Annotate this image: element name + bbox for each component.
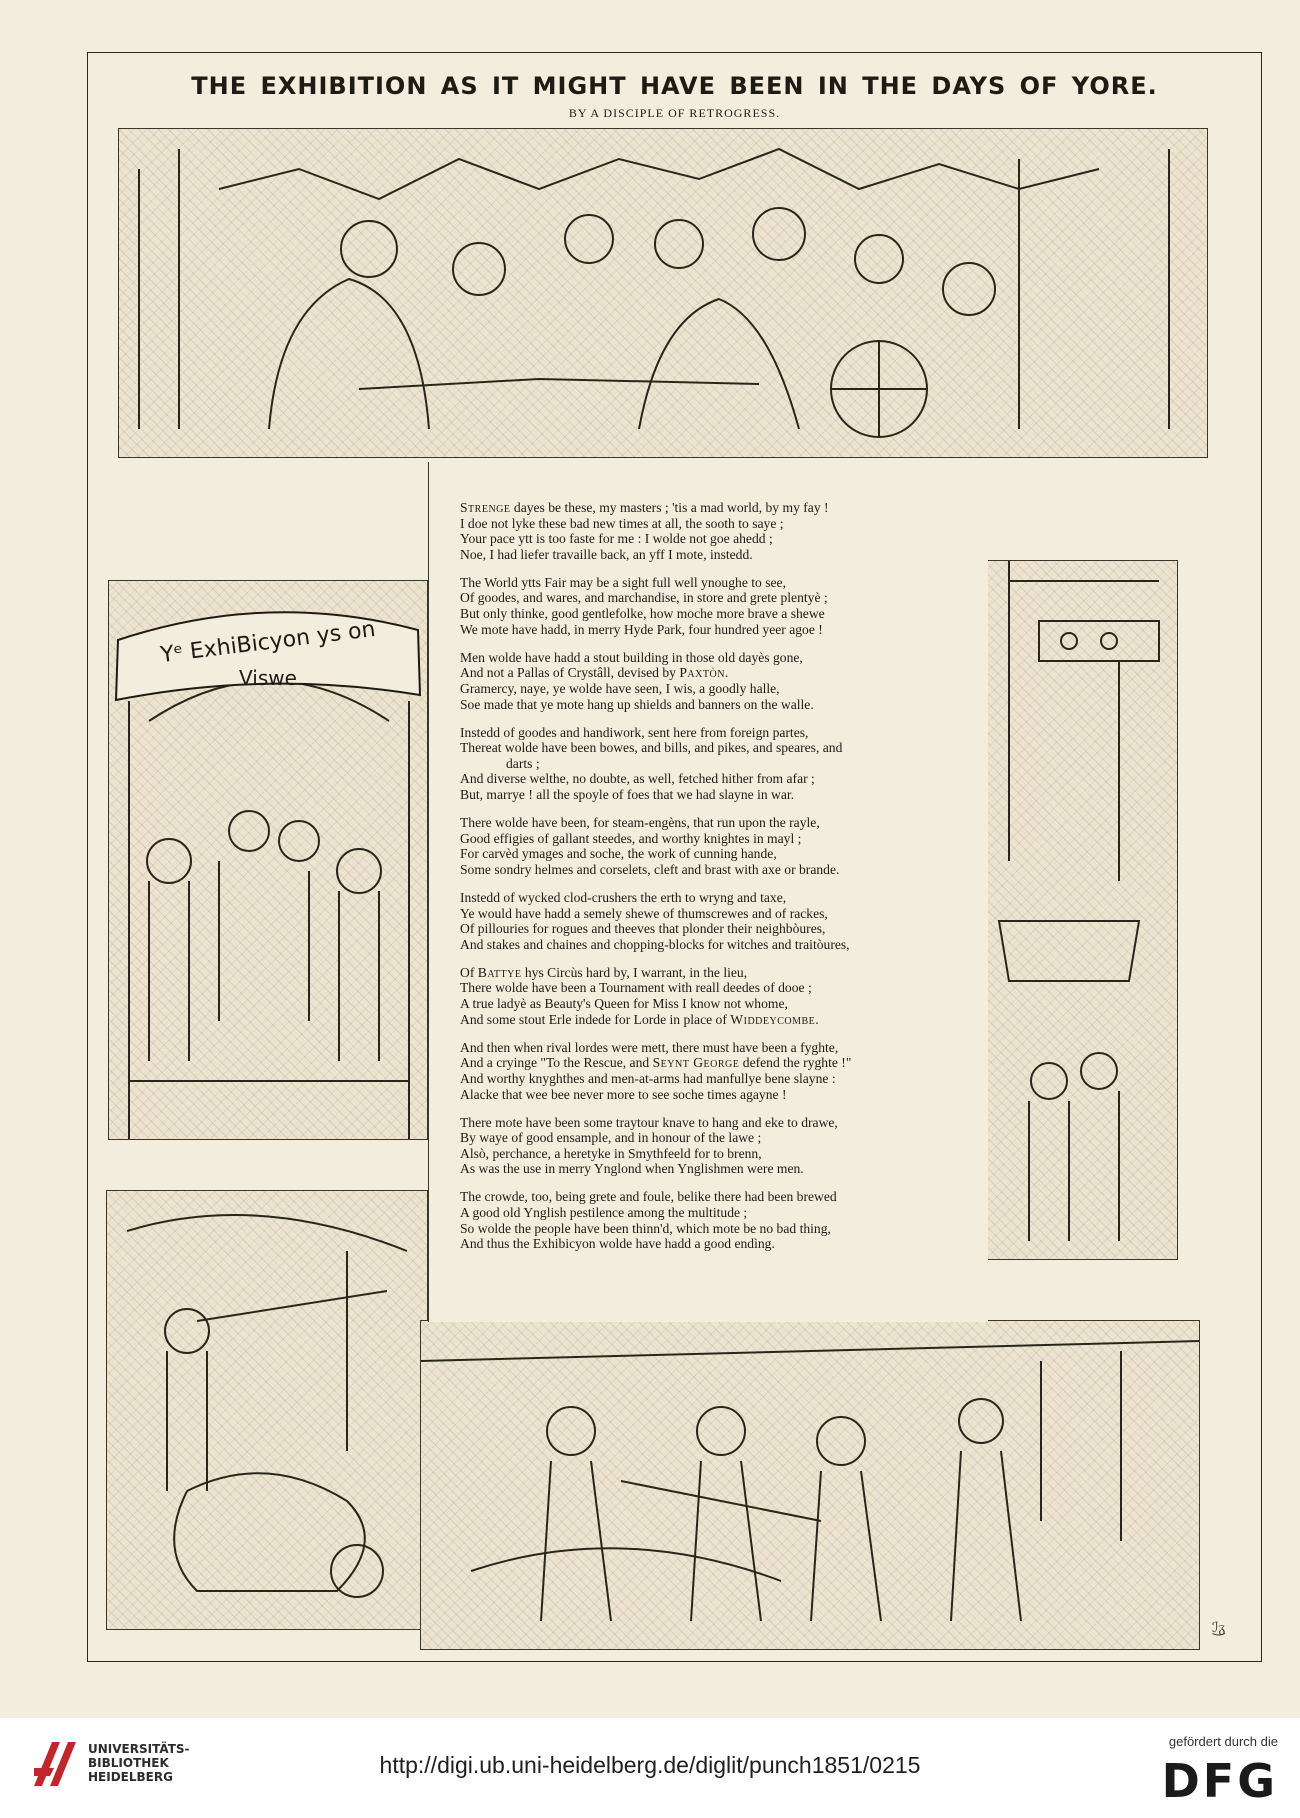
- illustration-melee-sketch: [421, 1321, 1200, 1650]
- poem-line-text: For carvèd ymages and soche, the work of cunning hande,: [460, 846, 777, 862]
- poem-line-text: And thus the Exhibicyon wolde have hadd a good endìng.: [460, 1236, 775, 1252]
- poem-line: [460, 531, 980, 547]
- poem-line: [460, 500, 980, 516]
- poem-line: [460, 980, 980, 996]
- poem-line: [460, 937, 980, 953]
- poem-stanza: [460, 890, 980, 952]
- page-title: THE EXHIBITION AS IT MIGHT HAVE BEEN IN THE DAYS OF YORE.: [191, 72, 1158, 100]
- library-name-line3: HEIDELBERG: [88, 1770, 173, 1784]
- illustration-knight-sketch: [107, 1191, 428, 1630]
- poem-line: [460, 1205, 980, 1221]
- poem-line-text: Thereat wolde have been bowes, and bills, and pikes, and speares, and: [460, 740, 843, 756]
- dfg-logo: DFG: [1161, 1754, 1278, 1808]
- poem-stanza: [460, 1189, 980, 1251]
- poem-line-text: We mote have hadd, in merry Hyde Park, four hundred yeer agoe !: [460, 621, 823, 637]
- banner-text-line1: Yᵉ ExhiBicyon ys on: [159, 616, 377, 669]
- poem-line: [460, 771, 980, 787]
- poem-stanza: [460, 815, 980, 877]
- poem-line: [460, 921, 980, 937]
- poem-line-smallcaps: Paxtòn: [679, 665, 725, 681]
- poem-line: [460, 906, 980, 922]
- poem-line: [460, 606, 980, 622]
- poem-line-smallcaps: Seynt George: [652, 1055, 740, 1071]
- poem-line-text: There wolde have been, for steam-engèns, that run upon the rayle,: [460, 815, 820, 831]
- illustration-crowd-armour: [118, 128, 1208, 458]
- poem-line-text: Of goodes, and wares, and marchandise, in store and grete plentyè ;: [460, 590, 828, 606]
- source-url-link[interactable]: http://digi.ub.uni-heidelberg.de/diglit/punch1851/0215: [379, 1752, 921, 1778]
- poem-line: [460, 547, 980, 563]
- poem-line: [460, 516, 980, 532]
- poem-line: [460, 740, 980, 756]
- poem-line-text: .: [724, 665, 729, 681]
- poem-stanza: [460, 575, 980, 637]
- poem-line: [460, 1236, 980, 1252]
- poem-line: [460, 1087, 980, 1103]
- illustration-pillory-sketch: [969, 561, 1178, 1260]
- poem-line: [460, 681, 980, 697]
- poem-line-text: Of pillouries for rogues and theeves that plonder their neighbòures,: [460, 921, 826, 937]
- funding-note: gefördert durch die: [1168, 1734, 1278, 1749]
- poem-stanza: [460, 1115, 980, 1177]
- poem-line: [460, 862, 980, 878]
- poem-line-text: Your pace ytt is too faste for me : I wolde not goe ahedd ;: [460, 531, 773, 547]
- poem-line-text: Instedd of wycked clod-crushers the erth to wryng and taxe,: [460, 889, 787, 905]
- poem-line: [460, 846, 980, 862]
- poem-line: [460, 575, 980, 591]
- poem-stanza: [460, 1040, 980, 1102]
- poem-line-text: Ye would have hadd a semely shewe of thumscrewes and of rackes,: [460, 905, 828, 921]
- poem-line-text: But, marrye ! all the spoyle of foes that we had slayne in war.: [460, 787, 795, 802]
- poem-line-text: Some sondry helmes and corselets, cleft and brast with axe or brande.: [460, 861, 840, 877]
- poem-line: [460, 1130, 980, 1146]
- library-name-line2: BIBLIOTHEK: [88, 1756, 169, 1770]
- poem-line-text: Good effigies of gallant steedes, and worthy knightes in mayl ;: [460, 830, 802, 846]
- poem-line-smallcaps: Battye: [477, 964, 522, 980]
- poem-line: [460, 622, 980, 638]
- library-name-line1: UNIVERSITÄTS-: [88, 1742, 190, 1756]
- poem-line: [460, 787, 980, 803]
- poem-line: [460, 650, 980, 666]
- poem-line-text: Alacke that wee bee never more to see soche times agayne !: [460, 1086, 787, 1102]
- poem-line-text: By waye of good ensample, and in honour of the lawe ;: [460, 1130, 762, 1146]
- poem-line-text: hys Circùs hard by, I warrant, in the lieu,: [521, 964, 748, 980]
- poem-line-smallcaps: Widdeycombe: [730, 1011, 816, 1027]
- poem-line-text: And then when rival lordes were mett, there must have been a fyghte,: [460, 1039, 839, 1055]
- poem-line: [460, 1040, 980, 1056]
- poem: [460, 500, 980, 1264]
- poem-line: [460, 890, 980, 906]
- poem-line: [460, 1146, 980, 1162]
- illustration-crowd-armour-sketch: [119, 129, 1208, 458]
- poem-line: [460, 1012, 980, 1028]
- poem-line-text: And not a Pallas of Crystâll, devised by: [460, 665, 680, 681]
- poem-line: [460, 590, 980, 606]
- poem-line-text: There wolde have been a Tournament with reall deedes of dooe ;: [460, 980, 812, 996]
- poem-line-text: And worthy knyghthes and men-at-arms had manfullye bene slayne :: [460, 1070, 836, 1086]
- illustration-knight-on-horseback: [106, 1190, 428, 1630]
- poem-line-text: But only thinke, good gentlefolke, how moche more brave a shewe: [460, 606, 825, 622]
- poem-line-text: dayes be these, my masters ; 'tis a mad world, by my fay !: [510, 500, 829, 515]
- poem-line-text: I doe not lyke these bad new times at all, the sooth to saye ;: [460, 515, 784, 531]
- poem-line: [460, 665, 980, 681]
- artist-monogram: ℐ͜ᵹ: [1212, 1620, 1226, 1636]
- illustration-pillory-and-gallows: [968, 560, 1178, 1260]
- poem-line-text: defend the ryghte !": [739, 1055, 852, 1071]
- poem-line-text: So wolde the people have been thinn'd, which mote be no bad thing,: [460, 1220, 831, 1236]
- poem-line-smallcaps: Strenge: [460, 500, 511, 515]
- poem-stanza: [460, 725, 980, 803]
- poem-line: [460, 831, 980, 847]
- poem-line-text: Soe made that ye mote hang up shields and banners on the walle.: [460, 696, 814, 712]
- poem-line-text: And diverse welthe, no doubte, as well, fetched hither from afar ;: [460, 771, 815, 787]
- poem-line: [460, 725, 980, 741]
- poem-line: [460, 1221, 980, 1237]
- poem-line: [460, 756, 980, 772]
- poem-line-text: There mote have been some traytour knave to hang and eke to drawe,: [460, 1114, 838, 1130]
- poem-line: [460, 1115, 980, 1131]
- poem-line: [460, 1055, 980, 1071]
- poem-line-text: Gramercy, naye, ye wolde have seen, I wis, a goodly halle,: [460, 680, 780, 696]
- poem-line-text: Alsò, perchance, a heretyke in Smythfeeld for to brenn,: [460, 1145, 762, 1161]
- poem-line-text: And some stout Erle indede for Lorde in place of: [460, 1011, 731, 1027]
- poem-line-text: A good old Ynglish pestilence among the multitude ;: [460, 1205, 748, 1221]
- poem-line: [460, 1071, 980, 1087]
- illustration-tournament-melee: [420, 1320, 1200, 1650]
- poem-line-text: The World ytts Fair may be a sight full well ynoughe to see,: [460, 574, 786, 590]
- poem-line: [460, 697, 980, 713]
- poem-stanza: [460, 500, 980, 562]
- banner-text-line2: Viswe: [239, 666, 297, 690]
- page-subtitle: BY A DISCIPLE OF RETROGRESS.: [568, 106, 781, 120]
- poem-line-text: A true ladyè as Beauty's Queen for Miss I know not whome,: [460, 996, 788, 1012]
- poem-line-text: And stakes and chaines and chopping-blocks for witches and traitòures,: [460, 936, 850, 952]
- poem-line-text: As was the use in merry Ynglond when Ynglishmen were men.: [460, 1161, 804, 1177]
- poem-line: [460, 815, 980, 831]
- poem-line-text: Of: [460, 964, 478, 980]
- poem-line-text: darts ;: [506, 755, 540, 771]
- poem-line: [460, 1189, 980, 1205]
- exhibition-banner: [108, 600, 428, 710]
- poem-stanza: [460, 650, 980, 712]
- poem-line-text: And a cryinge "To the Rescue, and: [460, 1055, 653, 1071]
- poem-line-text: Men wolde have hadd a stout building in those old dayès gone,: [460, 649, 803, 665]
- poem-line: [460, 965, 980, 981]
- poem-line: [460, 996, 980, 1012]
- poem-line-text: Instedd of goodes and handiwork, sent here from foreign partes,: [460, 724, 809, 740]
- poem-line-text: The crowde, too, being grete and foule, belike there had been brewed: [460, 1189, 837, 1205]
- poem-line: [460, 1161, 980, 1177]
- poem-stanza: [460, 965, 980, 1027]
- poem-line-text: Noe, I had liefer travaille back, an yff I mote, instedd.: [460, 546, 753, 562]
- poem-line-text: .: [815, 1011, 819, 1027]
